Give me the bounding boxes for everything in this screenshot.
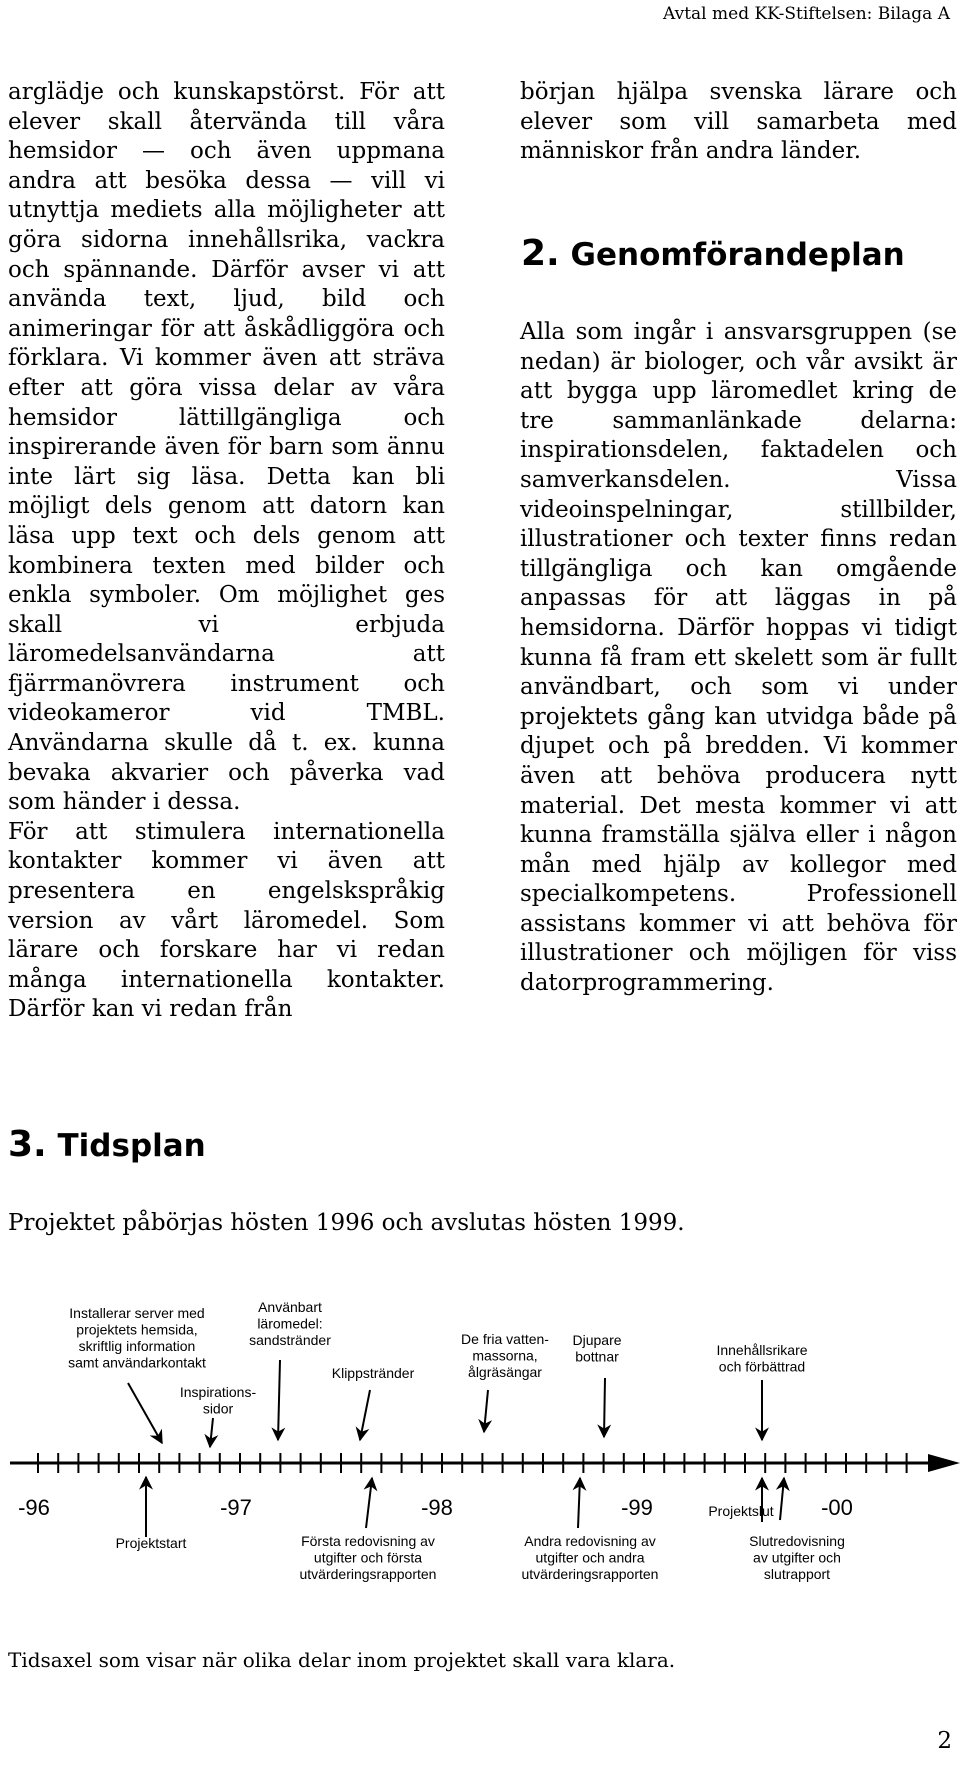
milestone-arrow [278,1360,280,1440]
axis-arrowhead [928,1454,960,1472]
milestone-arrow [210,1418,213,1447]
right-column-body [520,318,957,999]
milestone-below-label: av utgifter och [753,1549,841,1566]
timeline-diagram [0,1290,960,1590]
milestone-above-label: De fria vatten- [461,1331,549,1347]
milestone-arrow [366,1478,372,1528]
milestone-below-label: utvärderingsrapporten [299,1566,437,1582]
milestone-below-label: Slutredovisning [749,1533,845,1549]
section-heading-2 [521,233,905,274]
section-title: Tidsplan [57,1128,206,1164]
running-head: Avtal med KK-Stiftelsen: Bilaga A [663,4,950,24]
figure-caption: Tidsaxel som visar när olika delar inom projektet skall vara klara. [8,1648,676,1672]
section-number: 2. [521,233,560,274]
year-label: -97 [220,1495,252,1520]
milestone-below-label: utgifter och första [313,1549,423,1566]
page-number: 2 [937,1728,952,1754]
milestone-below-label: utgifter och andra [535,1549,645,1566]
milestone-above-label: Innehållsrikare [716,1342,808,1358]
milestone-below-label: Första redovisning av [301,1533,435,1549]
milestone-below-label: slutrapport [763,1566,831,1582]
schedule-intro: Projektet påbörjas hösten 1996 och avslutas hösten 1999. [8,1210,685,1236]
milestone-arrow [484,1390,488,1432]
section-number: 3. [8,1124,47,1165]
year-label: -99 [621,1495,653,1520]
milestone-above-label: och förbättrad [718,1358,806,1375]
milestone-above-label: Använbart [258,1299,322,1315]
milestone-above-label: Installerar server med [69,1305,205,1321]
milestone-above-label: Djupare [572,1332,622,1348]
milestone-arrow [360,1390,370,1440]
milestone-below-label: utvärderingsrapporten [521,1566,659,1582]
milestone-arrow [128,1383,162,1443]
paragraph: Alla som ingår i ansvarsgruppen (se nedan) är biologer, och vår avsikt är att bygga upp läromedlet kring de tre sammanlänkade delarna: inspirationsdelen, faktadelen och samverkansdelen. Vissa videoinspelningar, stillbilder, illustrationer och texter finns redan tillgängliga och kan omgående anpassas för att läggas in på hemsidorna. Därför hoppas vi tidigt kunna få fram ett skelett som är fullt användbart, och som vi under projektets gång kan utvidga både på djupet och på bredden. Vi kommer även att behöva producera nytt material. Det mesta kommer vi att kunna framställa själva eller i någon mån med hjälp av kollegor med specialkompetens. Professionell assistans kommer vi att behöva för illustrationer och möjligen för viss datorprogrammering. [520,319,957,997]
milestone-below-label: Projektstart [115,1535,187,1551]
year-label: -96 [18,1495,50,1520]
section-heading-3 [8,1124,206,1165]
milestone-above-label: Klippstränder [331,1365,415,1381]
year-label: -00 [821,1495,853,1520]
milestone-above-label: sandstränder [249,1332,331,1348]
milestone-arrow [604,1378,605,1437]
milestone-arrow [780,1478,784,1520]
milestone-below-label: Andra redovisning av [524,1533,656,1549]
left-column [8,78,445,1025]
section-title: Genomförandeplan [570,237,905,273]
paragraph: För att stimulera internationella kontakter kommer vi även att presentera en engelskspråkig version av vårt läromedel. Som lärare och forskare har vi redan många internationella kontakter. Därför kan vi redan från [8,818,445,1023]
right-column-top [520,78,957,167]
milestone-above-label: projektets hemsida, [76,1321,198,1338]
milestone-above-label: ålgräsängar [468,1364,542,1380]
milestone-above-label: bottnar [575,1348,619,1365]
milestone-above-label: skriftlig information [78,1338,196,1354]
milestone-above-label: Inspirations- [179,1384,257,1400]
milestone-above-label: läromedel: [257,1315,323,1332]
milestone-above-label: massorna, [472,1347,538,1364]
milestone-arrow [578,1478,580,1528]
paragraph: arglädje och kunskapstörst. För att elever skall återvända till våra hemsidor — och även uppmana andra att besöka dessa — vill vi utnyttja mediets alla möjligheter att göra sidorna innehållsrika, vackra och spännande. Därför avser vi att använda text, ljud, bild och animeringar för att åskådliggöra och förklara. Vi kommer även att sträva efter att göra vissa delar av våra hemsidor lättillgängliga och inspirerande även för barn som ännu inte lärt sig läsa. Detta kan bli möjligt dels genom att datorn kan läsa upp text och dels genom att kombinera texten med bilder och enkla symboler. Om möjlighet ges skall vi erbjuda läromedelsanvändarna att fjärrmanövrera instrument och videokameror vid TMBL. Användarna skulle då t. ex. kunna bevaka akvarier och påverka vad som händer i dessa. [8,79,445,816]
milestone-above-label: samt användarkontakt [68,1354,206,1371]
year-label: -98 [421,1495,453,1520]
milestone-above-label: sidor [202,1400,234,1417]
milestone-below-label: Projektslut [708,1503,774,1519]
paragraph: början hjälpa svenska lärare och elever som vill samarbeta med människor från andra länder. [520,79,957,165]
